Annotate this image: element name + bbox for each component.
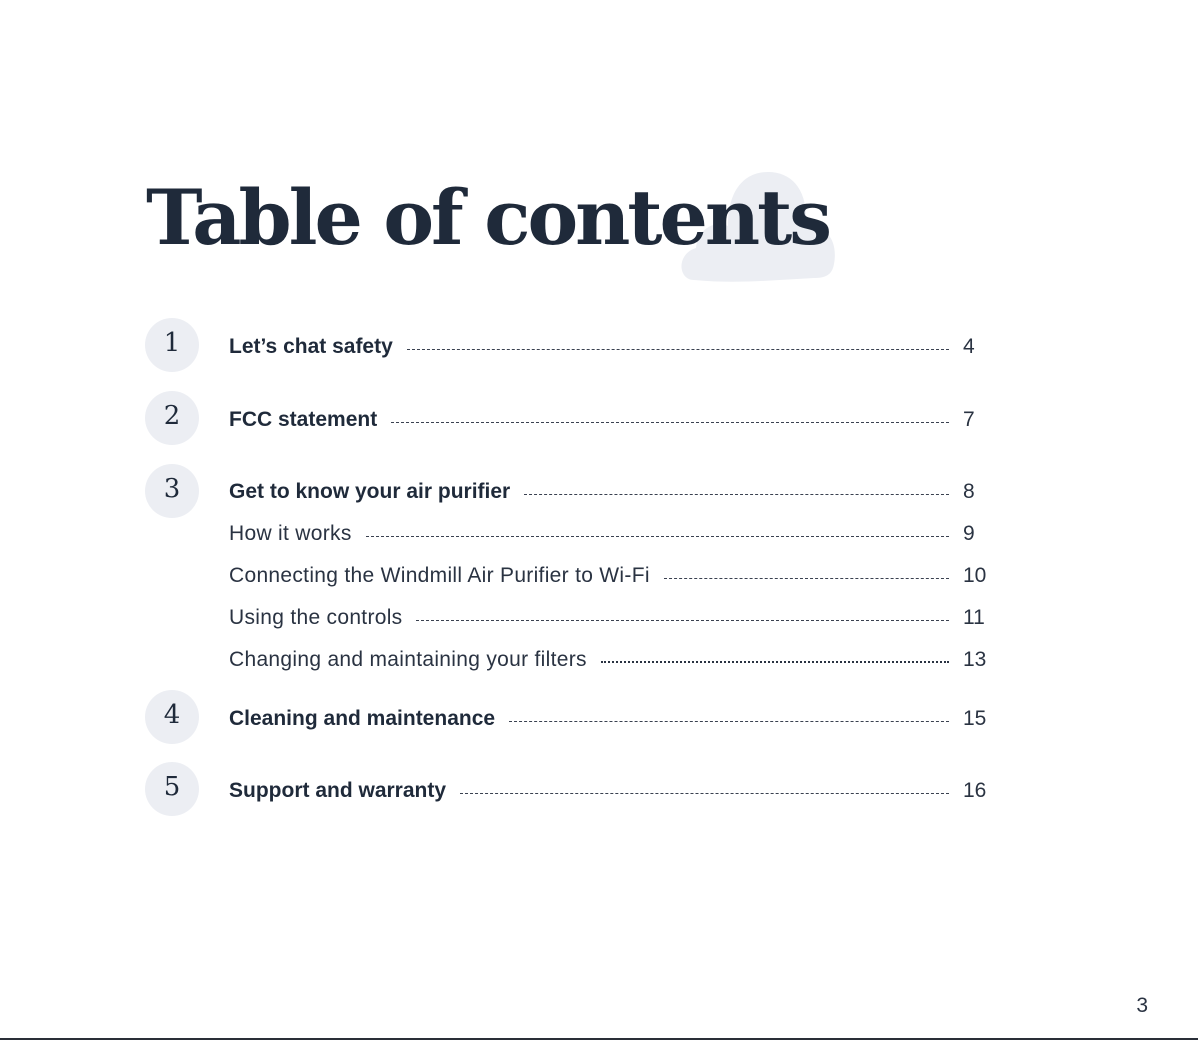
toc-entry[interactable] [229,405,989,435]
toc-subentry-label: How it works [229,522,352,545]
toc-subentry[interactable] [229,561,989,591]
toc-entry-page: 15 [963,707,987,730]
toc-entry[interactable] [229,776,989,806]
toc-entry-page: 4 [963,335,975,358]
toc-subentry-label: Changing and maintaining your filters [229,648,587,671]
section-number-badge: 2 [145,391,199,445]
toc-entry-page: 8 [963,480,975,503]
dot-leader [509,721,949,722]
toc-subentry-page: 11 [963,606,985,629]
dot-leader [391,422,949,423]
dot-leader [664,578,949,579]
toc-subentry-page: 10 [963,564,987,587]
toc-entry-label: Get to know your air purifier [229,480,511,503]
section-number-badge: 3 [145,464,199,518]
toc-entry-page: 7 [963,408,975,431]
page-number: 3 [1136,994,1148,1017]
toc-subentry[interactable] [229,519,989,549]
toc-entry-label: Cleaning and maintenance [229,707,496,730]
toc-entry-label: FCC statement [229,408,378,431]
toc-subentry-label: Connecting the Windmill Air Purifier to Wi-Fi [229,564,650,587]
toc-entry-page: 16 [963,779,987,802]
section-number-badge: 4 [145,690,199,744]
dot-leader [407,349,949,350]
section-number-badge: 1 [145,318,199,372]
dot-leader [524,494,949,495]
page-title: Table of contents [146,173,830,262]
toc-subentry[interactable] [229,603,989,633]
toc-subentry-page: 9 [963,522,975,545]
toc-entry-label: Support and warranty [229,779,447,802]
toc-entry[interactable] [229,332,989,362]
dot-leader [601,661,949,663]
dot-leader [366,536,949,537]
toc-entry[interactable] [229,704,989,734]
toc-entry[interactable] [229,477,989,507]
toc-entry-label: Let’s chat safety [229,335,393,358]
toc-subentry[interactable] [229,645,989,675]
section-number-badge: 5 [145,762,199,816]
dot-leader [460,793,949,794]
dot-leader [416,620,949,621]
toc-subentry-label: Using the controls [229,606,403,629]
toc-subentry-page: 13 [963,648,987,671]
